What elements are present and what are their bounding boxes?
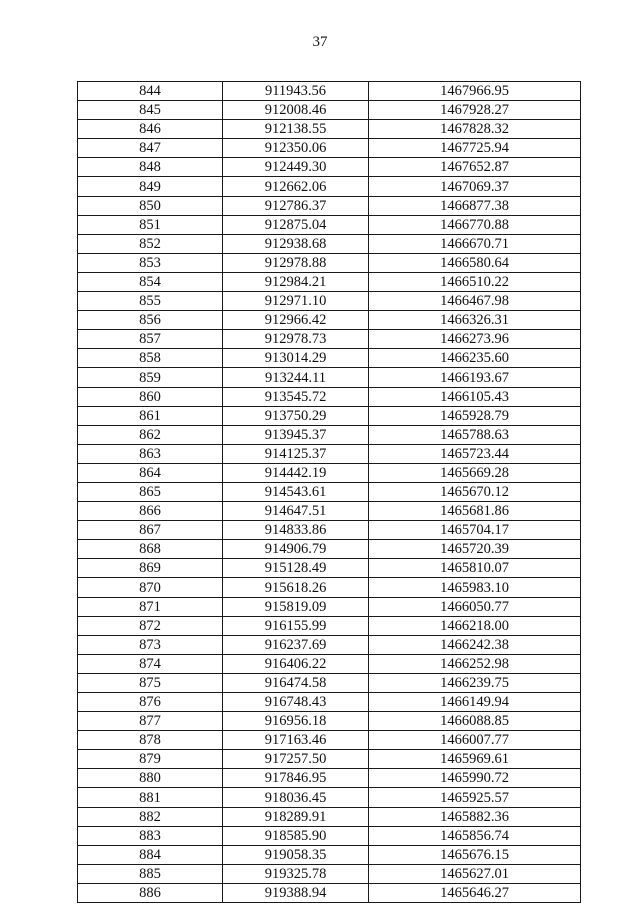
table-row [78, 463, 581, 482]
x-coordinate-cell: 912984.21 [223, 272, 369, 291]
table-row [78, 788, 581, 807]
y-coordinate-cell: 1465983.10 [369, 578, 581, 597]
x-coordinate-cell: 916474.58 [223, 673, 369, 692]
y-coordinate-cell: 1466877.38 [369, 196, 581, 215]
y-coordinate-cell: 1465969.61 [369, 750, 581, 769]
x-coordinate-cell: 916406.22 [223, 654, 369, 673]
x-coordinate-cell: 916237.69 [223, 635, 369, 654]
table-row [78, 693, 581, 712]
point-number-cell: 850 [78, 196, 223, 215]
y-coordinate-cell: 1466326.31 [369, 311, 581, 330]
y-coordinate-cell: 1467069.37 [369, 177, 581, 196]
point-number-cell: 853 [78, 253, 223, 272]
point-number-cell: 880 [78, 769, 223, 788]
y-coordinate-cell: 1467652.87 [369, 158, 581, 177]
x-coordinate-cell: 914543.61 [223, 482, 369, 501]
x-coordinate-cell: 917163.46 [223, 731, 369, 750]
y-coordinate-cell: 1466007.77 [369, 731, 581, 750]
table-row [78, 559, 581, 578]
x-coordinate-cell: 912662.06 [223, 177, 369, 196]
y-coordinate-cell: 1465925.57 [369, 788, 581, 807]
x-coordinate-cell: 914125.37 [223, 444, 369, 463]
point-number-cell: 861 [78, 406, 223, 425]
table-row [78, 101, 581, 120]
y-coordinate-cell: 1466510.22 [369, 272, 581, 291]
x-coordinate-cell: 914906.79 [223, 540, 369, 559]
point-number-cell: 852 [78, 234, 223, 253]
x-coordinate-cell: 916155.99 [223, 616, 369, 635]
table-row [78, 158, 581, 177]
y-coordinate-cell: 1466088.85 [369, 712, 581, 731]
table-row [78, 826, 581, 845]
point-number-cell: 844 [78, 82, 223, 101]
x-coordinate-cell: 919058.35 [223, 845, 369, 864]
x-coordinate-cell: 912350.06 [223, 139, 369, 158]
point-number-cell: 865 [78, 482, 223, 501]
x-coordinate-cell: 913945.37 [223, 425, 369, 444]
point-number-cell: 848 [78, 158, 223, 177]
point-number-cell: 884 [78, 845, 223, 864]
x-coordinate-cell: 912938.68 [223, 234, 369, 253]
table-row [78, 368, 581, 387]
point-number-cell: 882 [78, 807, 223, 826]
y-coordinate-cell: 1467966.95 [369, 82, 581, 101]
table-row [78, 82, 581, 101]
point-number-cell: 886 [78, 883, 223, 902]
point-number-cell: 875 [78, 673, 223, 692]
table-row [78, 215, 581, 234]
point-number-cell: 874 [78, 654, 223, 673]
x-coordinate-cell: 914833.86 [223, 521, 369, 540]
table-row [78, 444, 581, 463]
x-coordinate-cell: 917846.95 [223, 769, 369, 788]
x-coordinate-cell: 918289.91 [223, 807, 369, 826]
table-row [78, 769, 581, 788]
x-coordinate-cell: 912971.10 [223, 292, 369, 311]
table-row [78, 731, 581, 750]
point-number-cell: 866 [78, 502, 223, 521]
y-coordinate-cell: 1465646.27 [369, 883, 581, 902]
y-coordinate-cell: 1466770.88 [369, 215, 581, 234]
table-row [78, 540, 581, 559]
x-coordinate-cell: 912008.46 [223, 101, 369, 120]
table-row [78, 654, 581, 673]
table-row [78, 864, 581, 883]
x-coordinate-cell: 915128.49 [223, 559, 369, 578]
table-row [78, 406, 581, 425]
point-number-cell: 846 [78, 120, 223, 139]
x-coordinate-cell: 913244.11 [223, 368, 369, 387]
point-number-cell: 856 [78, 311, 223, 330]
y-coordinate-cell: 1466218.00 [369, 616, 581, 635]
table-row [78, 272, 581, 291]
table-row [78, 712, 581, 731]
point-number-cell: 873 [78, 635, 223, 654]
table-row [78, 387, 581, 406]
point-number-cell: 851 [78, 215, 223, 234]
point-number-cell: 869 [78, 559, 223, 578]
x-coordinate-cell: 915618.26 [223, 578, 369, 597]
table-row [78, 139, 581, 158]
table-row [78, 502, 581, 521]
y-coordinate-cell: 1466239.75 [369, 673, 581, 692]
x-coordinate-cell: 911943.56 [223, 82, 369, 101]
point-number-cell: 864 [78, 463, 223, 482]
table-row [78, 292, 581, 311]
y-coordinate-cell: 1466467.98 [369, 292, 581, 311]
table-row [78, 234, 581, 253]
page-number: 37 [312, 34, 328, 50]
y-coordinate-cell: 1465990.72 [369, 769, 581, 788]
point-number-cell: 854 [78, 272, 223, 291]
table-row [78, 253, 581, 272]
y-coordinate-cell: 1466670.71 [369, 234, 581, 253]
y-coordinate-cell: 1467725.94 [369, 139, 581, 158]
table-row [78, 349, 581, 368]
point-number-cell: 845 [78, 101, 223, 120]
x-coordinate-cell: 916956.18 [223, 712, 369, 731]
point-number-cell: 863 [78, 444, 223, 463]
y-coordinate-cell: 1465810.07 [369, 559, 581, 578]
x-coordinate-cell: 912966.42 [223, 311, 369, 330]
y-coordinate-cell: 1465676.15 [369, 845, 581, 864]
y-coordinate-cell: 1465669.28 [369, 463, 581, 482]
point-number-cell: 885 [78, 864, 223, 883]
y-coordinate-cell: 1466580.64 [369, 253, 581, 272]
table-row [78, 616, 581, 635]
point-number-cell: 883 [78, 826, 223, 845]
table-row [78, 883, 581, 902]
y-coordinate-cell: 1465720.39 [369, 540, 581, 559]
point-number-cell: 877 [78, 712, 223, 731]
table-row [78, 311, 581, 330]
point-number-cell: 858 [78, 349, 223, 368]
table-row [78, 750, 581, 769]
y-coordinate-cell: 1465788.63 [369, 425, 581, 444]
y-coordinate-cell: 1466242.38 [369, 635, 581, 654]
y-coordinate-cell: 1466193.67 [369, 368, 581, 387]
y-coordinate-cell: 1465882.36 [369, 807, 581, 826]
y-coordinate-cell: 1465627.01 [369, 864, 581, 883]
y-coordinate-cell: 1466149.94 [369, 693, 581, 712]
point-number-cell: 878 [78, 731, 223, 750]
table-row [78, 177, 581, 196]
point-number-cell: 859 [78, 368, 223, 387]
x-coordinate-cell: 914442.19 [223, 463, 369, 482]
x-coordinate-cell: 912449.30 [223, 158, 369, 177]
y-coordinate-cell: 1465928.79 [369, 406, 581, 425]
x-coordinate-cell: 913545.72 [223, 387, 369, 406]
table-row [78, 521, 581, 540]
table-row [78, 482, 581, 501]
table-row [78, 673, 581, 692]
x-coordinate-cell: 912978.73 [223, 330, 369, 349]
y-coordinate-cell: 1465723.44 [369, 444, 581, 463]
x-coordinate-cell: 917257.50 [223, 750, 369, 769]
table-row [78, 425, 581, 444]
coordinates-table [77, 81, 581, 903]
point-number-cell: 872 [78, 616, 223, 635]
y-coordinate-cell: 1465856.74 [369, 826, 581, 845]
coordinates-table-body [78, 82, 581, 903]
y-coordinate-cell: 1466252.98 [369, 654, 581, 673]
point-number-cell: 847 [78, 139, 223, 158]
point-number-cell: 879 [78, 750, 223, 769]
x-coordinate-cell: 912786.37 [223, 196, 369, 215]
y-coordinate-cell: 1466273.96 [369, 330, 581, 349]
x-coordinate-cell: 919325.78 [223, 864, 369, 883]
point-number-cell: 862 [78, 425, 223, 444]
table-row [78, 845, 581, 864]
point-number-cell: 876 [78, 693, 223, 712]
table-row [78, 330, 581, 349]
x-coordinate-cell: 913014.29 [223, 349, 369, 368]
point-number-cell: 867 [78, 521, 223, 540]
y-coordinate-cell: 1466050.77 [369, 597, 581, 616]
point-number-cell: 860 [78, 387, 223, 406]
point-number-cell: 868 [78, 540, 223, 559]
x-coordinate-cell: 912138.55 [223, 120, 369, 139]
table-row [78, 578, 581, 597]
point-number-cell: 881 [78, 788, 223, 807]
y-coordinate-cell: 1466235.60 [369, 349, 581, 368]
x-coordinate-cell: 918585.90 [223, 826, 369, 845]
x-coordinate-cell: 915819.09 [223, 597, 369, 616]
table-row [78, 635, 581, 654]
point-number-cell: 855 [78, 292, 223, 311]
x-coordinate-cell: 914647.51 [223, 502, 369, 521]
x-coordinate-cell: 913750.29 [223, 406, 369, 425]
x-coordinate-cell: 912875.04 [223, 215, 369, 234]
table-row [78, 807, 581, 826]
x-coordinate-cell: 919388.94 [223, 883, 369, 902]
table-row [78, 120, 581, 139]
point-number-cell: 870 [78, 578, 223, 597]
point-number-cell: 857 [78, 330, 223, 349]
x-coordinate-cell: 916748.43 [223, 693, 369, 712]
point-number-cell: 871 [78, 597, 223, 616]
x-coordinate-cell: 912978.88 [223, 253, 369, 272]
x-coordinate-cell: 918036.45 [223, 788, 369, 807]
table-row [78, 597, 581, 616]
y-coordinate-cell: 1465704.17 [369, 521, 581, 540]
y-coordinate-cell: 1466105.43 [369, 387, 581, 406]
point-number-cell: 849 [78, 177, 223, 196]
y-coordinate-cell: 1467828.32 [369, 120, 581, 139]
y-coordinate-cell: 1465681.86 [369, 502, 581, 521]
y-coordinate-cell: 1467928.27 [369, 101, 581, 120]
table-row [78, 196, 581, 215]
y-coordinate-cell: 1465670.12 [369, 482, 581, 501]
